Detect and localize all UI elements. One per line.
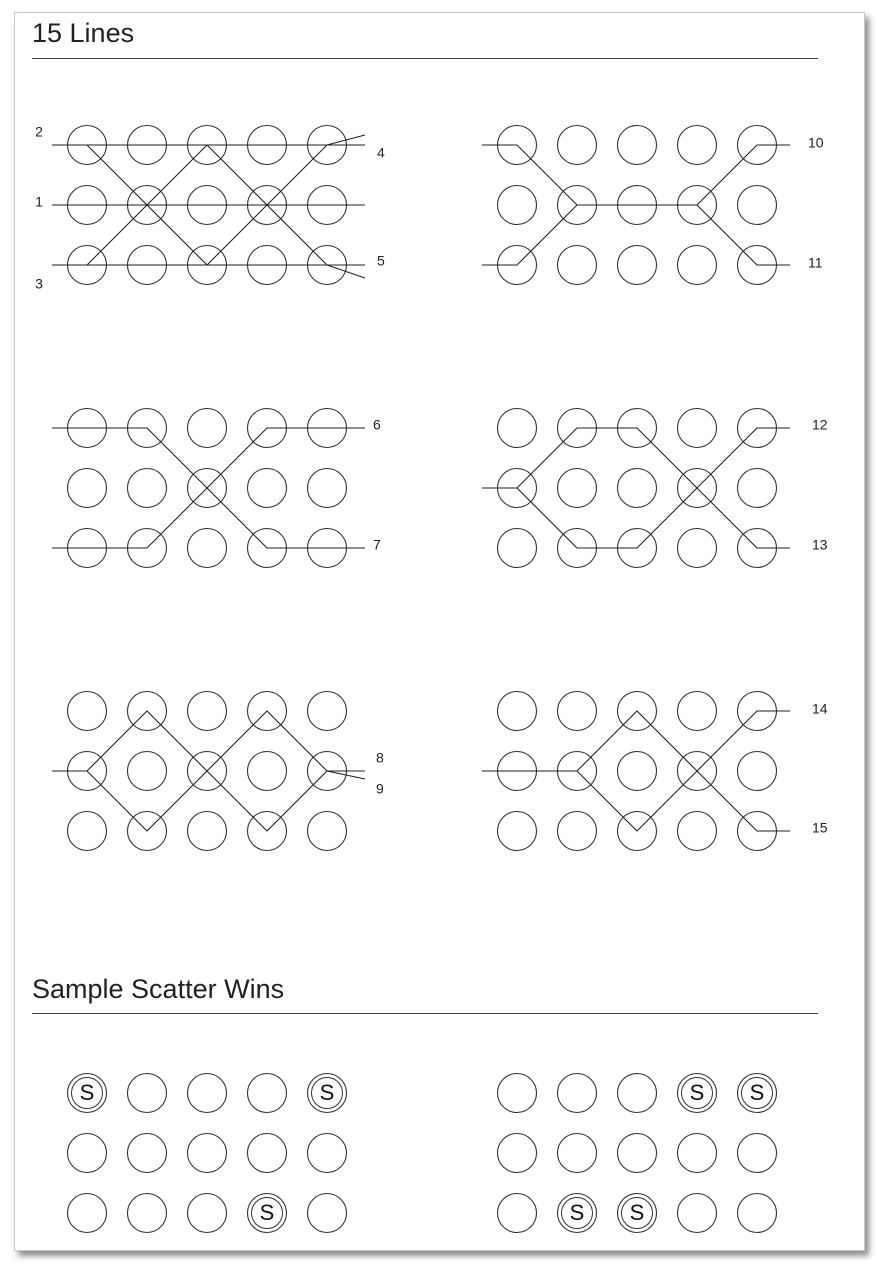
payline-14 bbox=[482, 711, 790, 771]
payline-number-label: 2 bbox=[35, 123, 43, 140]
payline-12 bbox=[482, 428, 790, 488]
reel-cell bbox=[738, 1134, 777, 1173]
scatter-symbol: S bbox=[749, 1079, 765, 1105]
reel-cell bbox=[68, 812, 107, 851]
reel-cell bbox=[558, 246, 597, 285]
reel-cell bbox=[308, 469, 347, 508]
payline-9 bbox=[52, 771, 365, 831]
payline-number-label: 9 bbox=[376, 780, 384, 797]
payline-panel bbox=[35, 124, 385, 292]
payline-number-label: 7 bbox=[373, 536, 381, 553]
reel-cell bbox=[618, 246, 657, 285]
payline-number-label: 5 bbox=[377, 252, 385, 269]
reel-cell bbox=[68, 1194, 107, 1233]
reel-cell bbox=[498, 812, 537, 851]
reel-cell bbox=[738, 186, 777, 225]
reel-cell bbox=[128, 1074, 167, 1113]
scatter-symbol: S bbox=[319, 1079, 335, 1105]
scatter-symbol: S bbox=[569, 1199, 585, 1225]
reel-cell bbox=[188, 1194, 227, 1233]
reel-cell bbox=[678, 1134, 717, 1173]
reel-cell bbox=[618, 752, 657, 791]
reel-cell bbox=[308, 1134, 347, 1173]
payline-number-label: 10 bbox=[808, 134, 824, 151]
reel-cell bbox=[248, 1074, 287, 1113]
payline-number-label: 4 bbox=[377, 144, 385, 161]
payline-3 bbox=[52, 265, 365, 278]
payline-13 bbox=[482, 488, 790, 548]
reel-cell bbox=[558, 126, 597, 165]
reel-cell bbox=[188, 409, 227, 448]
payline-6 bbox=[52, 428, 365, 548]
reel-cell bbox=[308, 1194, 347, 1233]
reel-cell bbox=[678, 692, 717, 731]
reel-cell bbox=[618, 1134, 657, 1173]
reel-cell bbox=[308, 692, 347, 731]
reel-cell bbox=[738, 469, 777, 508]
reel-cell bbox=[498, 409, 537, 448]
scatter-symbol: S bbox=[629, 1199, 645, 1225]
scatter-example bbox=[68, 1074, 347, 1233]
reel-cell bbox=[558, 812, 597, 851]
payline-number-label: 14 bbox=[812, 700, 828, 717]
reel-cell bbox=[68, 692, 107, 731]
payline-11 bbox=[482, 205, 790, 265]
reel-cell bbox=[678, 529, 717, 568]
payline-panel bbox=[52, 692, 384, 851]
payline-number-label: 8 bbox=[376, 749, 384, 766]
payline-number-label: 3 bbox=[35, 275, 43, 292]
reel-cell bbox=[498, 1194, 537, 1233]
reel-cell bbox=[68, 1134, 107, 1173]
reel-cell bbox=[308, 812, 347, 851]
payline-panel bbox=[482, 692, 828, 851]
reel-cell bbox=[678, 246, 717, 285]
payline-panel bbox=[482, 126, 824, 285]
reel-cell bbox=[678, 1194, 717, 1233]
scatter-section-title: Sample Scatter Wins bbox=[32, 974, 285, 1004]
reel-cell bbox=[498, 1134, 537, 1173]
reel-cell bbox=[68, 469, 107, 508]
payline-number-label: 12 bbox=[812, 416, 828, 433]
payline-15 bbox=[482, 771, 790, 831]
scatter-symbol: S bbox=[259, 1199, 275, 1225]
reel-cell bbox=[248, 469, 287, 508]
payline-10 bbox=[482, 145, 790, 205]
payline-number-label: 11 bbox=[808, 254, 823, 271]
lines-section-title: 15 Lines bbox=[32, 18, 135, 48]
payline-8 bbox=[52, 711, 365, 771]
reel-cell bbox=[248, 1134, 287, 1173]
scatter-symbol: S bbox=[79, 1079, 95, 1105]
reel-cell bbox=[618, 126, 657, 165]
payline-number-label: 13 bbox=[812, 536, 828, 553]
reel-cell bbox=[618, 1074, 657, 1113]
reel-cell bbox=[128, 1194, 167, 1233]
reel-cell bbox=[738, 1194, 777, 1233]
reel-cell bbox=[678, 812, 717, 851]
reel-cell bbox=[678, 126, 717, 165]
scatter-example bbox=[498, 1074, 777, 1233]
reel-cell bbox=[618, 469, 657, 508]
payline-number-label: 15 bbox=[812, 819, 828, 836]
reel-cell bbox=[738, 752, 777, 791]
reel-cell bbox=[558, 1074, 597, 1113]
reel-cell bbox=[188, 692, 227, 731]
reel-cell bbox=[188, 812, 227, 851]
payline-number-label: 6 bbox=[373, 416, 381, 433]
reel-cell bbox=[498, 186, 537, 225]
scatter-symbol: S bbox=[689, 1079, 705, 1105]
reel-cell bbox=[188, 1074, 227, 1113]
reel-cell bbox=[498, 1074, 537, 1113]
reel-cell bbox=[678, 409, 717, 448]
reel-cell bbox=[558, 692, 597, 731]
payline-2 bbox=[52, 135, 365, 145]
reel-cell bbox=[498, 529, 537, 568]
reel-cell bbox=[248, 752, 287, 791]
payline-7 bbox=[52, 428, 365, 548]
reel-cell bbox=[128, 1134, 167, 1173]
reel-cell bbox=[498, 692, 537, 731]
reel-cell bbox=[128, 752, 167, 791]
payline-number-label: 1 bbox=[35, 193, 43, 210]
payline-panel bbox=[52, 409, 381, 568]
payline-panel bbox=[482, 409, 828, 568]
reel-cell bbox=[558, 469, 597, 508]
reel-cell bbox=[188, 529, 227, 568]
reel-cell bbox=[188, 1134, 227, 1173]
reel-cell bbox=[558, 1134, 597, 1173]
reel-cell bbox=[128, 469, 167, 508]
